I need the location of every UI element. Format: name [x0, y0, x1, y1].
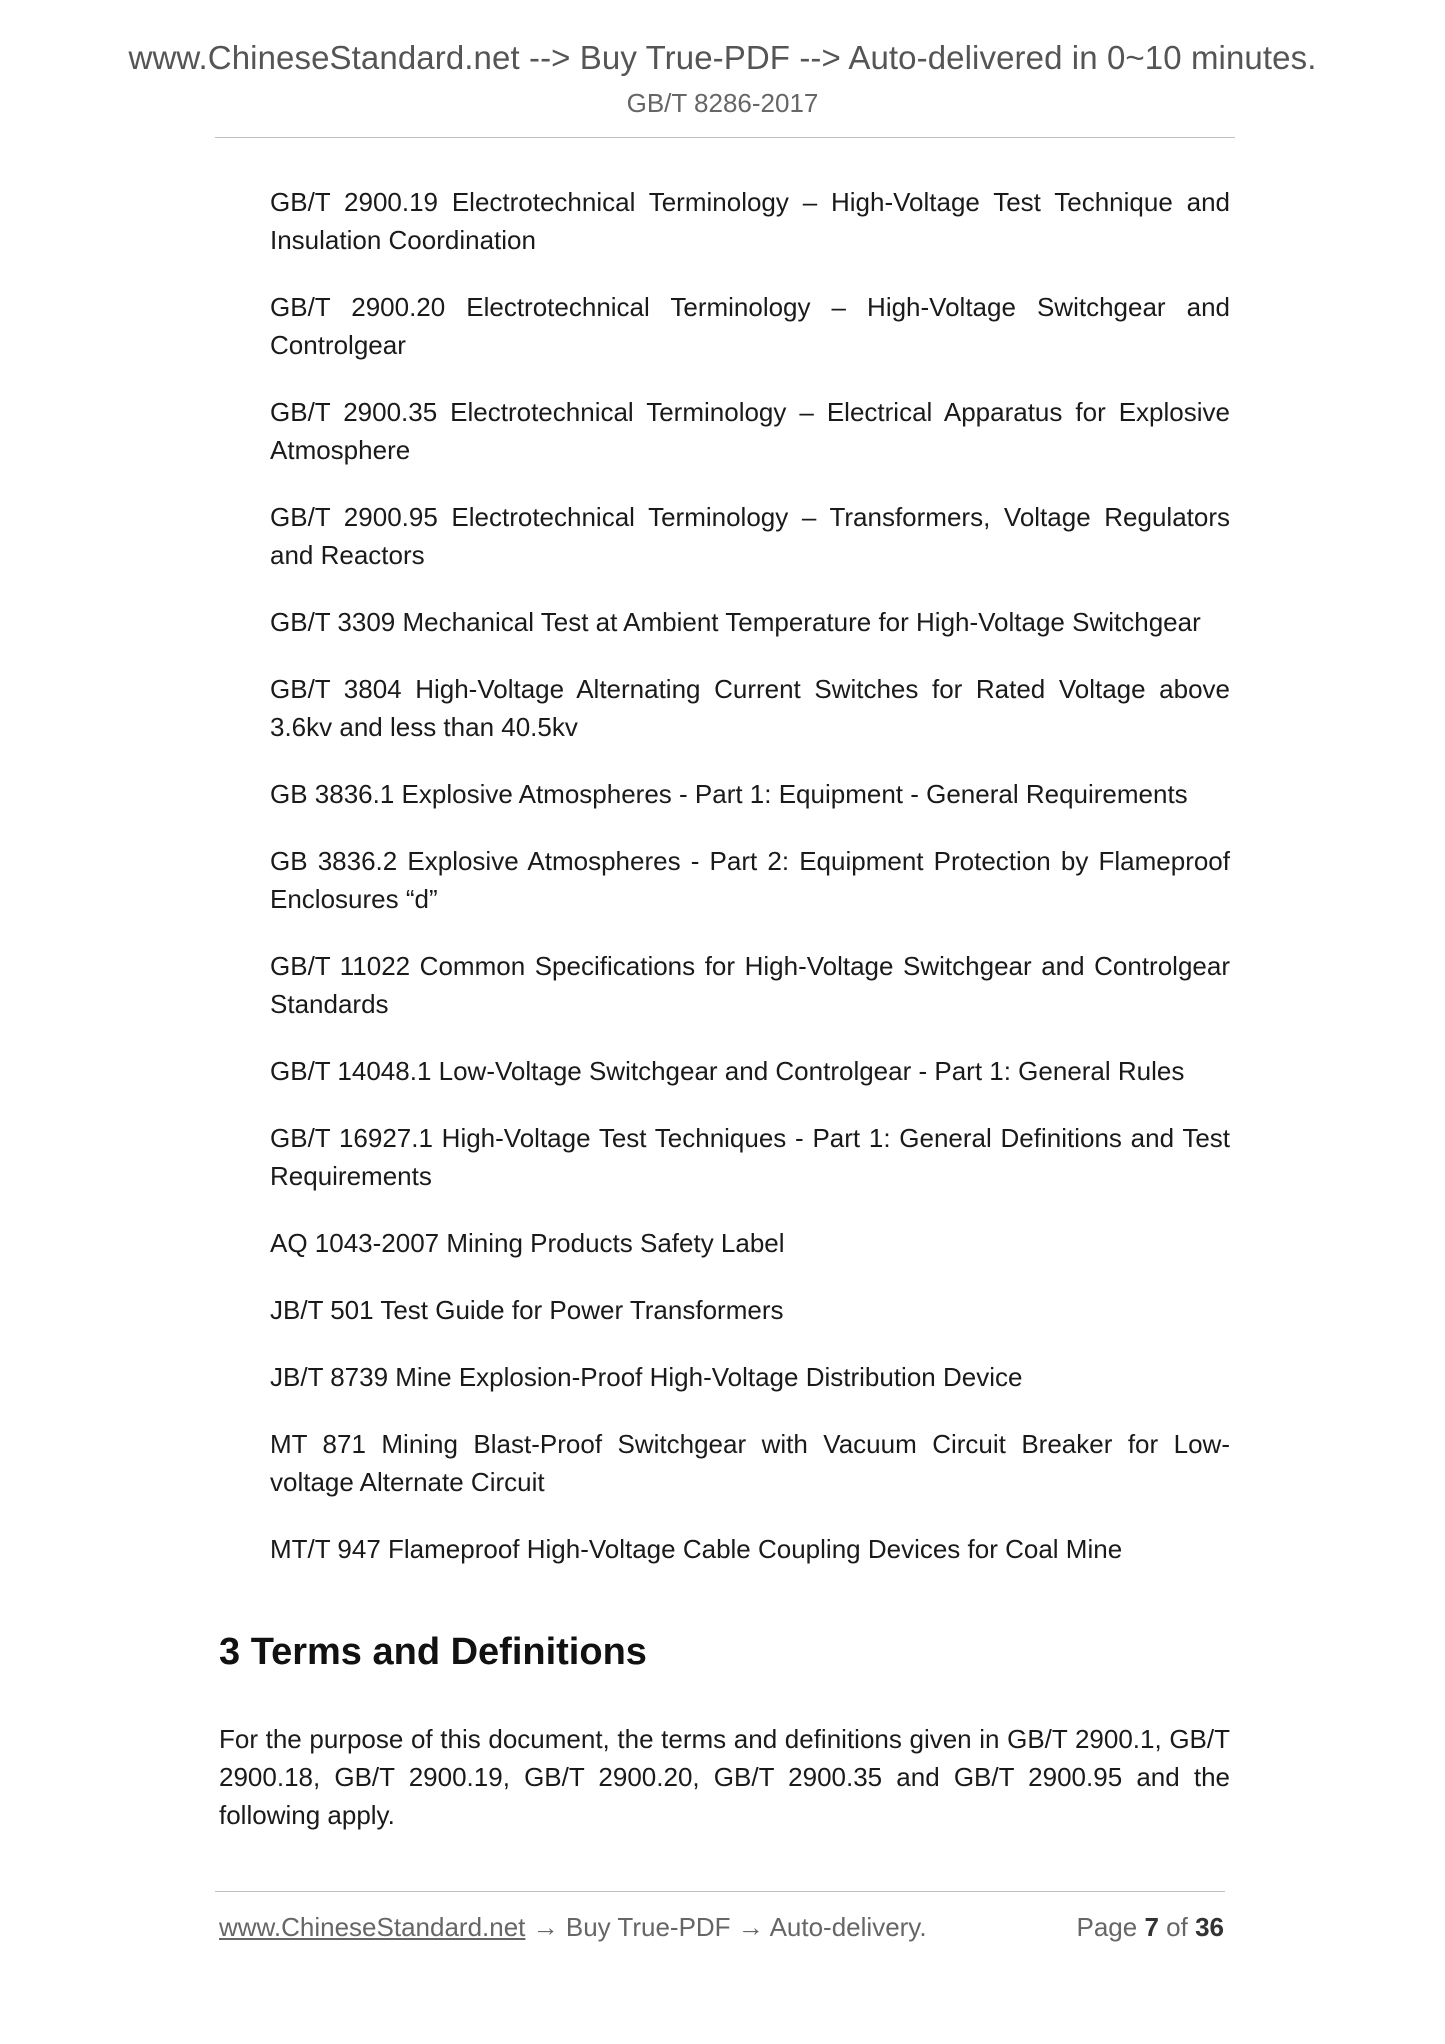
reference-item: MT 871 Mining Blast-Proof Switchgear with Vacuum Circuit Breaker for Low-voltage Alternate Circuit — [270, 1429, 1230, 1497]
reference-item: GB 3836.2 Explosive Atmospheres - Part 2: Equipment Protection by Flameproof Enclosures “d” — [270, 846, 1230, 914]
section-heading: 3 Terms and Definitions — [219, 1631, 647, 1673]
section-paragraph: For the purpose of this document, the terms and definitions given in GB/T 2900.1, GB/T 2900.18, GB/T 2900.19, GB/T 2900.20, GB/T 2900.35 and GB/T 2900.95 and the following apply. — [219, 1724, 1230, 1830]
page-header — [0, 36, 1445, 122]
page-indicator — [1076, 1908, 1224, 1946]
reference-item: GB 3836.1 Explosive Atmospheres - Part 1: Equipment - General Requirements — [270, 779, 1188, 809]
total-pages: 36 — [1195, 1912, 1224, 1942]
reference-item: GB/T 16927.1 High-Voltage Test Techniques - Part 1: General Definitions and Test Requirements — [270, 1123, 1230, 1191]
footer-site-link[interactable]: www.ChineseStandard.net — [219, 1912, 526, 1942]
footer-divider — [215, 1891, 1225, 1892]
reference-item: MT/T 947 Flameproof High-Voltage Cable Coupling Devices for Coal Mine — [270, 1534, 1123, 1564]
reference-item: GB/T 11022 Common Specifications for High-Voltage Switchgear and Controlgear Standards — [270, 951, 1230, 1019]
reference-item: GB/T 2900.35 Electrotechnical Terminology – Electrical Apparatus for Explosive Atmosphere — [270, 397, 1230, 465]
footer-left — [219, 1912, 927, 1942]
reference-item: GB/T 2900.95 Electrotechnical Terminology – Transformers, Voltage Regulators and Reactors — [270, 502, 1230, 570]
reference-item: GB/T 3804 High-Voltage Alternating Current Switches for Rated Voltage above 3.6kv and less than 40.5kv — [270, 674, 1230, 742]
reference-item: JB/T 501 Test Guide for Power Transformers — [270, 1295, 784, 1325]
normative-references-list — [270, 183, 1230, 1597]
reference-item: GB/T 2900.19 Electrotechnical Terminology – High-Voltage Test Technique and Insulation Coordination — [270, 187, 1230, 255]
reference-item: JB/T 8739 Mine Explosion-Proof High-Voltage Distribution Device — [270, 1362, 1023, 1392]
page-number: 7 — [1144, 1912, 1159, 1942]
header-banner-text: www.ChineseStandard.net --> Buy True-PDF --> Auto-delivered in 0~10 minutes. — [128, 39, 1317, 76]
footer-tail-text: → Buy True-PDF → Auto-delivery. — [525, 1912, 927, 1942]
reference-item: GB/T 3309 Mechanical Test at Ambient Temperature for High-Voltage Switchgear — [270, 607, 1201, 637]
of-label: of — [1166, 1912, 1188, 1942]
page-label: Page — [1076, 1912, 1138, 1942]
page-footer — [219, 1908, 1224, 1946]
reference-item: AQ 1043-2007 Mining Products Safety Label — [270, 1228, 785, 1258]
reference-item: GB/T 2900.20 Electrotechnical Terminology – High-Voltage Switchgear and Controlgear — [270, 292, 1230, 360]
header-divider — [215, 137, 1235, 138]
standard-number: GB/T 8286-2017 — [626, 88, 819, 118]
reference-item: GB/T 14048.1 Low-Voltage Switchgear and Controlgear - Part 1: General Rules — [270, 1056, 1185, 1086]
